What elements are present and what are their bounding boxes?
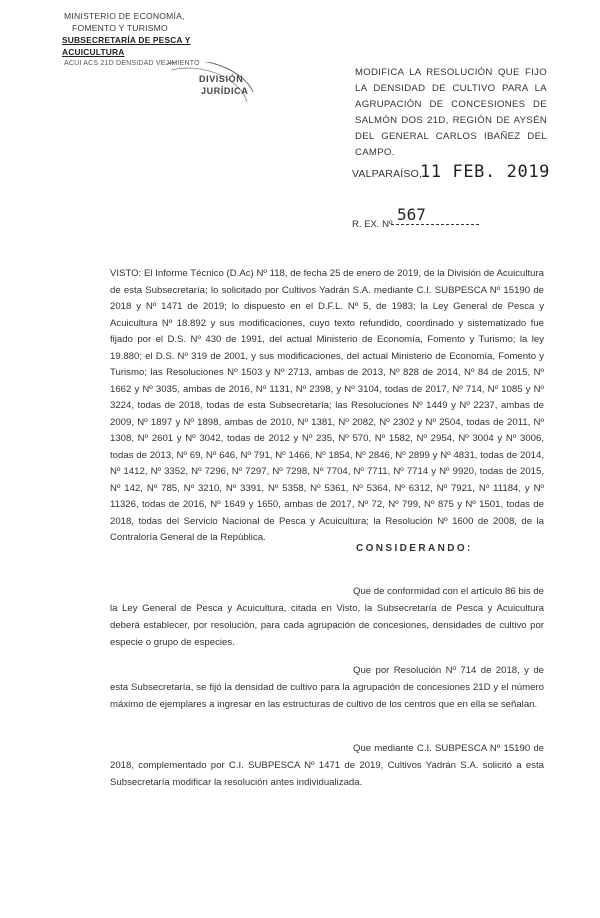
considerando-paragraph-1: Que de conformidad con el artículo 86 bis de la Ley General de Pesca y Acuicultura, citada en Visto, la Subsecretaría de Pesca y Acuicultura deberá establecer, por resolución, para cada agrupación de concesiones, densidades de cultivo por especie o grupo de especies. <box>110 586 544 648</box>
res-ex-label: R. EX. Nº <box>352 219 393 230</box>
letterhead-ministry-sub: FOMENTO Y TURISMO <box>72 23 168 33</box>
considerando-paragraph-2: Que por Resolución Nº 714 de 2018, y de esta Subsecretaría, se fijó la densidad de cultivo para la agrupación de concesiones 21D y el número máximo de ejemplares a ingresar en las estructuras de cultivo de los centros que en ella se señalan. <box>110 665 544 710</box>
res-ex-number: 567 <box>391 205 479 225</box>
considerando-paragraph-3: Que mediante C.I. SUBPESCA Nº 15190 de 2018, complementado por C.I. SUBPESCA Nº 1471 de 2019, Cultivos Yadrán S.A. solicitó a esta Subsecretaría modificar la resolución antes individualizada. <box>110 743 544 788</box>
letterhead-reference: ACUI ACS 21D DENSIDAD VEJIMIENTO <box>64 60 200 67</box>
considerando-title: CONSIDERANDO: <box>356 543 473 554</box>
letterhead-ministry: MINISTERIO DE ECONOMÍA, <box>64 11 185 21</box>
stamp-line-division: DIVISIÓN <box>199 74 244 84</box>
date-stamp: 11 FEB. 2019 <box>420 162 551 182</box>
stamp-line-juridica: JURÍDICA <box>201 86 249 96</box>
letterhead <box>62 10 252 70</box>
letterhead-subsecretaria: SUBSECRETARÍA DE PESCA Y ACUICULTURA <box>62 35 191 57</box>
place-label: VALPARAÍSO, <box>352 168 423 180</box>
visto-paragraph: VISTO: El Informe Técnico (D.Ac) Nº 118, de fecha 25 de enero de 2019, de la División de Acuicultura de esta Subsecretaría; lo solicitado por Cultivos Yadrán S.A. mediante C.I. SUBPESCA Nº 15190 de 2018 y Nº 1471 de 2019; lo dispuesto en el D.F.L. Nº 5, de 1983; la Ley General de Pesca y Acuicultura Nº 18.892 y sus modificaciones, cuyo texto refundido, coordinado y sistematizado fue fijado por el D.S. Nº 430 de 1991, del actual Ministerio de Economía, Fomento y Turismo; la ley 19.880; el D.S. Nº 319 de 2001, y sus modificaciones, del actual Ministerio de Economía, Fomento y Turismo; las Resoluciones Nº 1503 y Nº 2713, ambas de 2013, Nº 828 de 2014, Nº 84 de 2015, Nº 1662 y Nº 3035, ambas de 2016, Nº 1131, Nº 2398, y Nº 3104, todas de 2017, Nº 714, Nº 1085 y Nº 3224, todas de 2018, todas de esta Subsecretaría; las Resoluciones Nº 1449 y Nº 2237, ambas de 2009, Nº 1897 y Nº 1898, ambas de 2010, Nº 1381, Nº 2082, Nº 2302 y Nº 2504, todas de 2011, Nº 1308, Nº 2601 y Nº 3042, todas de 2012 y Nº 235, Nº 570, Nº 1582, Nº 2954, Nº 3004 y Nº 3006, todas de 2013, Nº 69, Nº 646, Nº 791, Nº 1466, Nº 1854, Nº 2846, Nº 2899 y Nº 4831, todas de 2014, Nº 1412, Nº 3352, Nº 7296, Nº 7297, Nº 7298, Nº 7704, Nº 7711, Nº 7714 y Nº 9920, todas de 2015, Nº 142, Nº 785, Nº 3210, Nº 3391, Nº 5358, Nº 5361, Nº 5364, Nº 6312, Nº 7921, Nº 11184, y Nº 11326, todas de 2016, Nº 1649 y 1650, ambas de 2017, Nº 72, Nº 799, Nº 875 y Nº 1501, todas de 2018, todas del Servicio Nacional de Pesca y Acuicultura; la Resolución Nº 1600 de 2008, de la Contraloría General de la República. <box>110 268 544 543</box>
division-juridica-stamp <box>165 62 255 122</box>
resolution-heading: MODIFICA LA RESOLUCIÓN QUE FIJO LA DENSIDAD DE CULTIVO PARA LA AGRUPACIÓN DE CONCESIONES DE SALMÓN DOS 21D, REGIÓN DE AYSÉN DEL GENERAL CARLOS IBAÑEZ DEL CAMPO. <box>355 67 547 158</box>
